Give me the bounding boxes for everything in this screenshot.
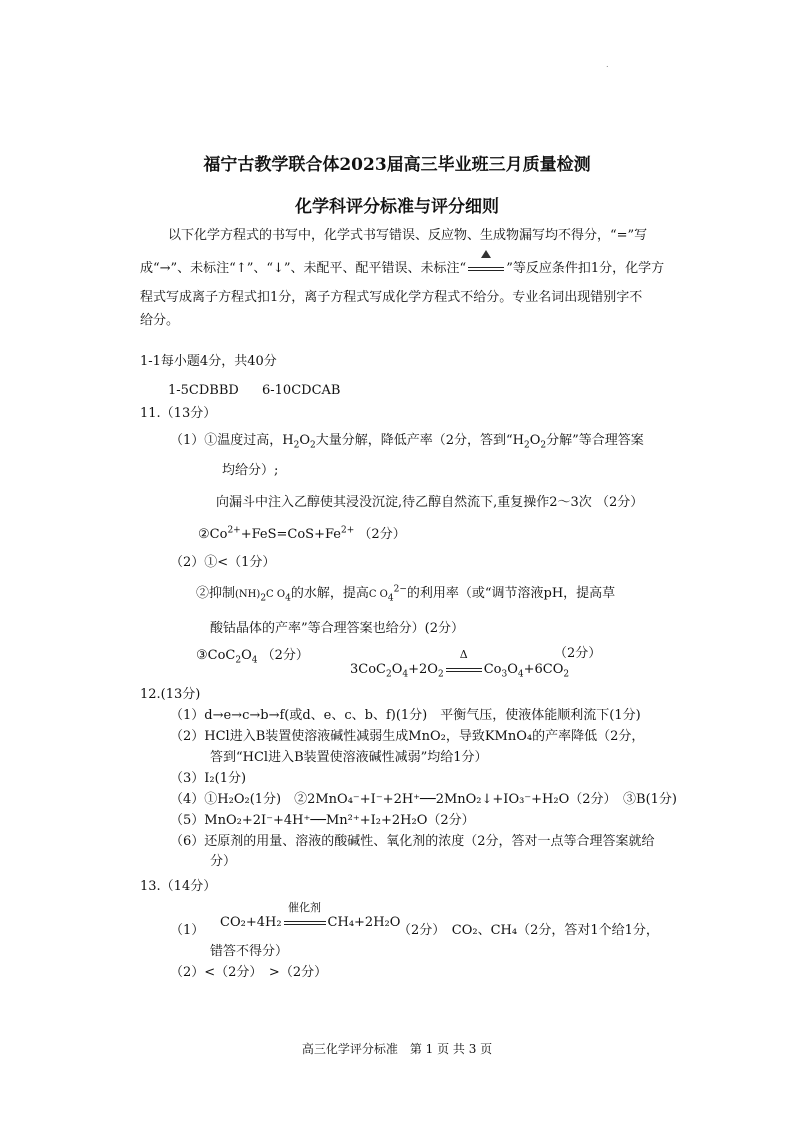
superscript: 2+ [341, 525, 355, 536]
subscript: 4 [517, 669, 524, 680]
q11-p1-line3: 向漏斗中注入乙醇使其浸没沉淀,待乙醇自然流下,重复操作2～3次 （2分） [216, 495, 644, 510]
subscript: 2 [310, 440, 316, 451]
text: 的水解，提高 [290, 586, 369, 601]
q12-line-4: （3）I₂(1分) [170, 771, 247, 786]
subscript: 2 [235, 655, 242, 666]
q12-line-5: （4）①H₂O₂(1分) ②2MnO₄⁻+I⁻+2H⁺──2MnO₂↓+IO₃⁻+H₂O（2分） ③B(1分) [170, 792, 678, 807]
mc-header: 1-1每小题4分，共40分 [140, 354, 277, 369]
q11-p3-answer [196, 647, 309, 665]
text: O [507, 662, 518, 677]
catalyst-equals-symbol [282, 901, 328, 932]
subscript: 2 [540, 440, 547, 451]
q11-p3-eq-score: （2分） [554, 646, 602, 661]
intro-line-2b: ”等反应条件扣1分，化学方 [506, 261, 665, 276]
equation-lhs: CO₂+4H₂ [220, 915, 282, 930]
subscript: 4 [402, 669, 409, 680]
mc-answers-1-5: 1-5CDBBD [168, 383, 239, 398]
q13-p1-score: （2分） CO₂、CH₄（2分，答对1个给1分， [398, 923, 659, 938]
score: （2分） [261, 648, 309, 663]
c2o4-formula: C O [266, 589, 286, 600]
q12-header: 12.(13分) [140, 687, 201, 702]
q11-p1-line2: 均给分）; [222, 463, 279, 478]
intro-line-3: 程式写成离子方程式扣1分，离子方程式写成化学方程式不给分。专业名词出现错别字不 [140, 290, 643, 305]
subscript: 2 [563, 669, 570, 680]
q13-p1-equation [220, 901, 401, 932]
q11-p1-text-b: O [299, 433, 311, 448]
q12-line-2: （2）HCl进入B装置使溶液碱性减弱生成MnO₂，导致KMnO₄的产率降低（2分， [170, 729, 645, 744]
q12-line-3: 答到“HCl进入B装置使溶液碱性减弱”均给1分） [210, 750, 488, 765]
superscript: 2− [393, 584, 407, 595]
q12-line-7: （6）还原剂的用量、溶液的酸碱性、氧化剂的浓度（2分，答对一点等合理答案就给 [170, 834, 655, 849]
text: O [241, 648, 252, 663]
heating-equals-symbol [444, 648, 484, 679]
q12-line-6: （5）MnO₂+2I⁻+4H⁺──Mn²⁺+I₂+2H₂O（2分） [170, 813, 475, 828]
q11-p1-text-a: （1）①温度过高，H [170, 433, 294, 448]
text: +FeS=CoS+Fe [240, 527, 341, 542]
subscript: 2 [386, 669, 392, 680]
q11-p1-text-e: 分解”等合理答案 [546, 433, 644, 448]
mc-answers-6-10: 6-10CDCAB [262, 383, 341, 398]
subscript: 4 [285, 593, 291, 604]
superscript: 2+ [227, 525, 241, 536]
text: +6CO [523, 662, 564, 677]
q11-p2-line3: 酸钴晶体的产率”等合理答案也给分）(2分） [210, 621, 464, 636]
document-title: 福宁古教学联合体2023届高三毕业班三月质量检测 [203, 155, 591, 175]
c2o4-ion: C O [368, 589, 388, 600]
subscript: 2 [260, 593, 267, 604]
q11-p2-line1: （2）①<（1分） [170, 555, 276, 570]
text: ②抑制 [196, 586, 236, 601]
subscript: 4 [251, 655, 258, 666]
text: ②Co [198, 527, 228, 542]
q11-p1-text-d: O [529, 433, 541, 448]
text: 的利用率（或“调节溶液pH，提高草 [406, 586, 616, 601]
catalyst-label: 催化剂 [288, 901, 322, 914]
nh4-formula: NH [238, 589, 257, 600]
subscript: 2 [524, 440, 530, 451]
subscript: 2 [437, 669, 444, 680]
text: ③CoC [196, 648, 236, 663]
heating-equals-symbol [466, 260, 506, 278]
document-subtitle: 化学科评分标准与评分细则 [295, 197, 499, 217]
delta-label: Δ [459, 648, 468, 661]
equation-rhs: CH₄+2H₂O [327, 915, 401, 930]
text: +2O [408, 662, 438, 677]
q11-p3-equation [350, 648, 570, 680]
q13-p2: （2）<（2分） >（2分） [170, 965, 328, 980]
text: 3CoC [350, 662, 386, 677]
text: Co [483, 662, 502, 677]
q13-header: 13.（14分） [140, 879, 217, 894]
subscript: 2 [293, 440, 300, 451]
page-footer: 高三化学评分标准 第 1 页 共 3 页 [301, 1042, 493, 1056]
subscript: 3 [501, 669, 508, 680]
q12-line-1: （1）d→e→c→b→f(或d、e、c、b、f)(1分) 平衡气压，使液体能顺利流下(1分) [170, 708, 641, 723]
q13-p1-label: （1） [170, 923, 205, 938]
q11-p1-text-c: 大量分解，降低产率（2分，答到“H [315, 433, 525, 448]
q11-p1-line1 [170, 432, 644, 450]
score: （2分） [358, 527, 406, 542]
q11-header: 11.（13分） [140, 406, 217, 421]
text: O [391, 662, 403, 677]
heat-triangle-icon [481, 250, 491, 258]
intro-line-4: 给分。 [140, 313, 180, 328]
intro-line-2a: 成“→”、未标注“↑”、“↓”、未配平、配平错误、未标注“ [140, 261, 467, 276]
intro-line-1: 以下化学方程式的书写中，化学式书写错误、反应物、生成物漏写均不得分，“=”写 [168, 228, 648, 243]
q11-p1-line4 [198, 526, 406, 544]
subscript: 4 [387, 593, 394, 604]
q12-line-8: 分） [210, 854, 237, 869]
intro-line-2 [140, 260, 664, 278]
q11-p2-line2: ②抑制$(NH)_2C$ $O_4$的水解，提高C $O_4^{2-}$的利用率（或“调节溶液pH，提高草 [196, 584, 616, 604]
q13-p1-line2: 错答不得分） [210, 944, 289, 959]
header-dot: . [606, 60, 609, 69]
